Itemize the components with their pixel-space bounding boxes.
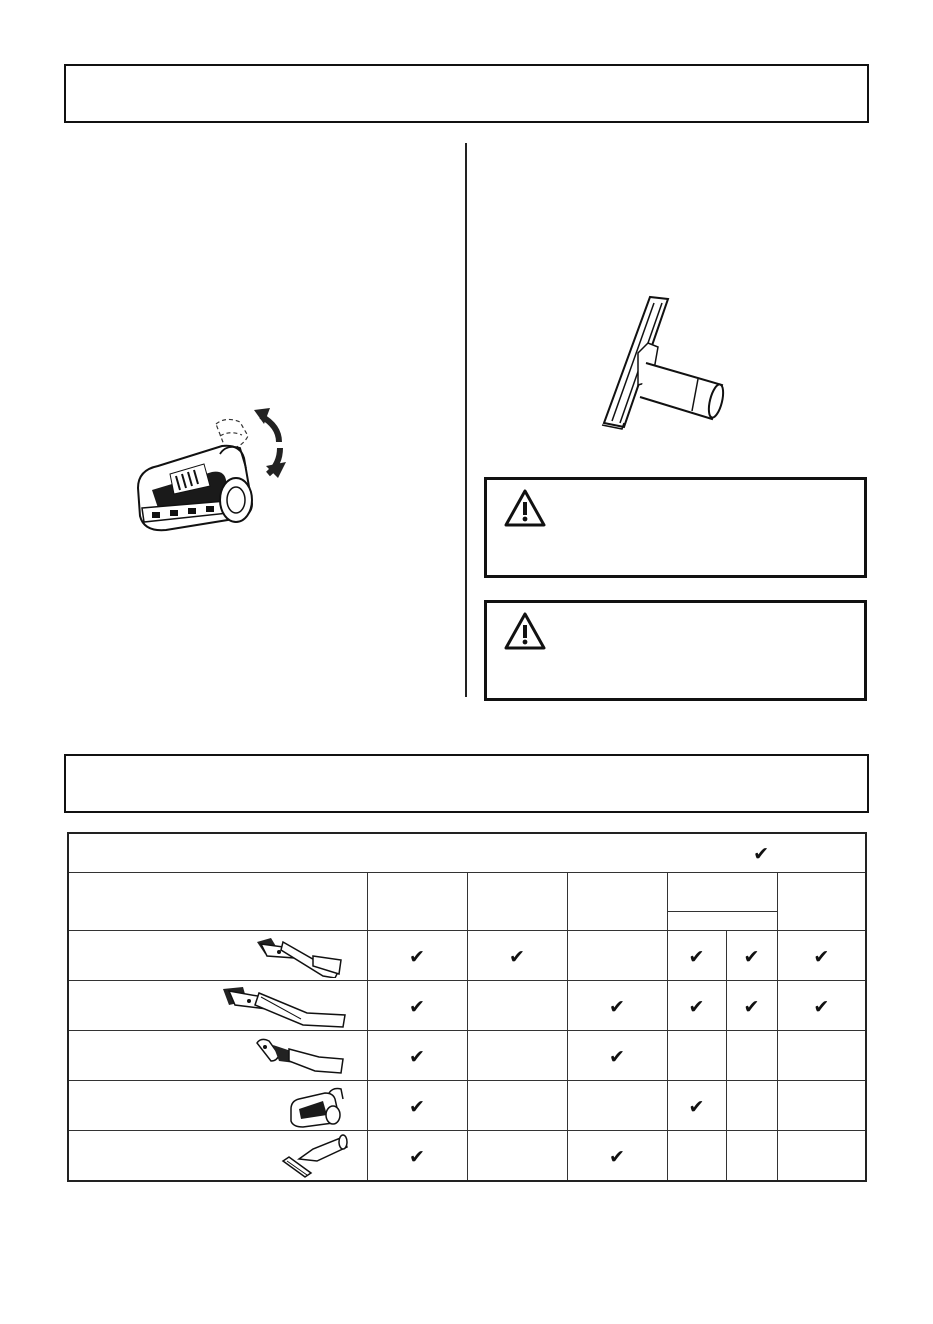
crevice-tool-icon — [253, 1035, 349, 1077]
tool-cell — [68, 1031, 367, 1081]
check-mark: ✔ — [688, 995, 705, 1018]
header-col-group-sub — [667, 912, 777, 931]
tool-cell — [68, 1081, 367, 1131]
header-col-2 — [467, 873, 567, 931]
check-mark: ✔ — [813, 995, 830, 1018]
check-mark: ✔ — [409, 945, 425, 968]
header-col-6 — [777, 873, 866, 931]
turbo-brush-icon — [287, 1083, 349, 1129]
table-legend-row — [68, 833, 866, 873]
tool-cell — [68, 931, 367, 981]
flat-nozzle-icon — [279, 1133, 349, 1179]
check-mark: ✔ — [409, 1045, 425, 1068]
section-header-box-bottom — [64, 754, 869, 813]
check-mark: ✔ — [813, 945, 830, 968]
check-mark: ✔ — [509, 945, 525, 968]
check-mark: ✔ — [743, 995, 760, 1018]
header-col-1 — [367, 873, 467, 931]
warning-box — [484, 477, 867, 578]
combination-tool-icon — [253, 934, 349, 978]
tool-cell — [68, 981, 367, 1031]
warning-triangle-icon — [503, 611, 547, 651]
flat-nozzle-illustration — [590, 295, 730, 435]
header-col-group — [667, 873, 777, 912]
table-row — [68, 981, 866, 1031]
column-divider — [465, 143, 467, 697]
caution-box — [484, 600, 867, 701]
table-row — [68, 1131, 866, 1182]
check-mark: ✔ — [409, 995, 425, 1018]
check-mark: ✔ — [609, 1045, 625, 1068]
check-mark: ✔ — [409, 1145, 425, 1168]
check-mark: ✔ — [688, 945, 705, 968]
check-mark: ✔ — [409, 1095, 425, 1118]
legend-check-mark: ✔ — [753, 843, 770, 865]
table-row — [68, 1081, 866, 1131]
check-mark: ✔ — [609, 1145, 625, 1168]
header-tool-column — [68, 873, 367, 931]
tool-cell — [68, 1131, 367, 1182]
check-mark: ✔ — [688, 1095, 705, 1118]
warning-triangle-icon — [503, 488, 547, 528]
table-row — [68, 1031, 866, 1081]
dusting-brush-tool-icon — [219, 983, 349, 1029]
turbo-brush-illustration — [128, 404, 298, 544]
check-mark: ✔ — [609, 995, 625, 1018]
header-col-3 — [567, 873, 667, 931]
check-mark: ✔ — [743, 945, 760, 968]
table-row — [68, 931, 866, 981]
section-header-box-top — [64, 64, 869, 123]
accessory-usage-table — [67, 832, 867, 1182]
